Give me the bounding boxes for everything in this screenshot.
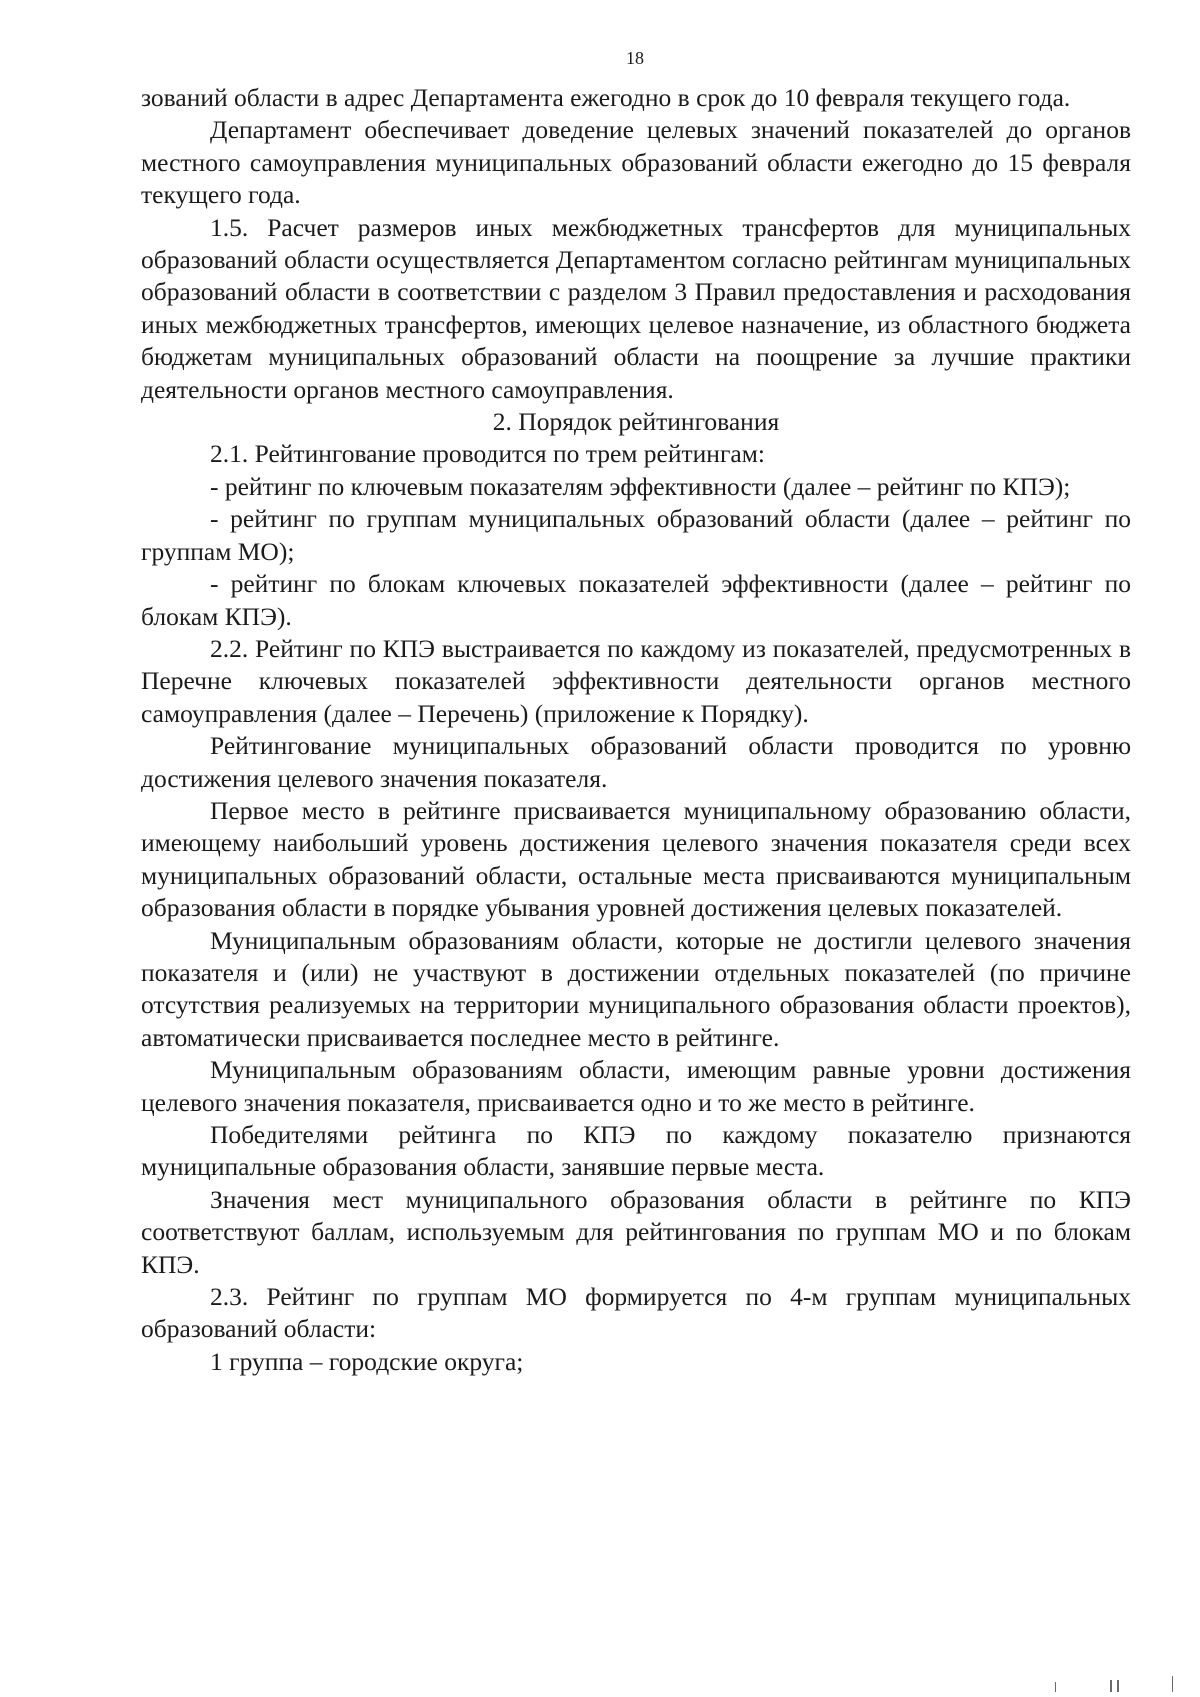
paragraph-2-2: 2.2. Рейтинг по КПЭ выстраивается по каждому из показателей, предусмотренных в Перечне ключевых показателей эффективности деятельности органов местного самоуправления (далее – Перечень) (приложение к Порядку).: [141, 633, 1131, 728]
paragraph-2-3: 2.3. Рейтинг по группам МО формируется по 4-м группам муниципальных образований области:: [141, 1282, 1131, 1344]
paragraph-winners: Победителями рейтинга по КПЭ по каждому показателю признаются муниципальные образования области, занявшие первые места.: [141, 1120, 1131, 1182]
scan-artifact: [1110, 1680, 1112, 1692]
scan-artifact: [1055, 1682, 1056, 1692]
document-body: [141, 82, 1131, 1378]
list-item-block-rating: - рейтинг по блокам ключевых показателей эффективности (далее – рейтинг по блокам КПЭ).: [141, 569, 1131, 631]
paragraph-1-5: 1.5. Расчет размеров иных межбюджетных трансфертов для муниципальных образований области осуществляется Департаментом согласно рейтингам муниципальных образований области в соответствии с разделом 3 Правил предоставления и расходования иных межбюджетных трансфертов, имеющих целевое назначение, из областного бюджета бюджетам муниципальных образований области на поощрение за лучшие практики деятельности органов местного самоуправления.: [141, 212, 1131, 404]
paragraph-place-values: Значения мест муниципального образования области в рейтинге по КПЭ соответствуют баллам, используемым для рейтингования по группам МО и по блокам КПЭ.: [141, 1184, 1131, 1279]
paragraph-target-values: Департамент обеспечивает доведение целевых значений показателей до органов местного самоуправления муниципальных образований области ежегодно до 15 февраля текущего года.: [141, 115, 1131, 210]
paragraph-2-1: 2.1. Рейтингование проводится по трем рейтингам:: [210, 439, 765, 469]
paragraph-equal-levels: Муниципальным образованиям области, имеющим равные уровни достижения целевого значения показателя, присваивается одно и то же место в рейтинге.: [141, 1055, 1131, 1117]
list-item-kpe-rating: - рейтинг по ключевым показателям эффективности (далее – рейтинг по КПЭ);: [210, 471, 1071, 501]
paragraph-last-place: Муниципальным образованиям области, которые не достигли целевого значения показателя и (или) не участвуют в достижении отдельных показателей (по причине отсутствия реализуемых на территории муниципального образования области проектов), автоматически присваивается последнее место в рейтинге.: [141, 925, 1131, 1052]
list-item-group-1: 1 группа – городские округа;: [210, 1346, 524, 1376]
paragraph-continuation: зований области в адрес Департамента ежегодно в срок до 10 февраля текущего года.: [141, 83, 1071, 112]
list-item-group-rating: - рейтинг по группам муниципальных образований области (далее – рейтинг по группам МО);: [141, 504, 1131, 566]
page-number: 18: [626, 48, 644, 68]
scan-artifact: [1172, 1676, 1173, 1692]
paragraph-first-place: Первое место в рейтинге присваивается муниципальному образованию области, имеющему наибольший уровень достижения целевого значения показателя среди всех муниципальных образований области, остальные места присваиваются муниципальным образования области в порядке убывания уровней достижения целевых показателей.: [141, 795, 1131, 923]
section-heading-rating-procedure: 2. Порядок рейтингования: [492, 407, 780, 437]
scan-artifact: [1117, 1680, 1119, 1692]
paragraph-rating-basis: Рейтингование муниципальных образований области проводится по уровню достижения целевого значения показателя.: [141, 731, 1131, 793]
